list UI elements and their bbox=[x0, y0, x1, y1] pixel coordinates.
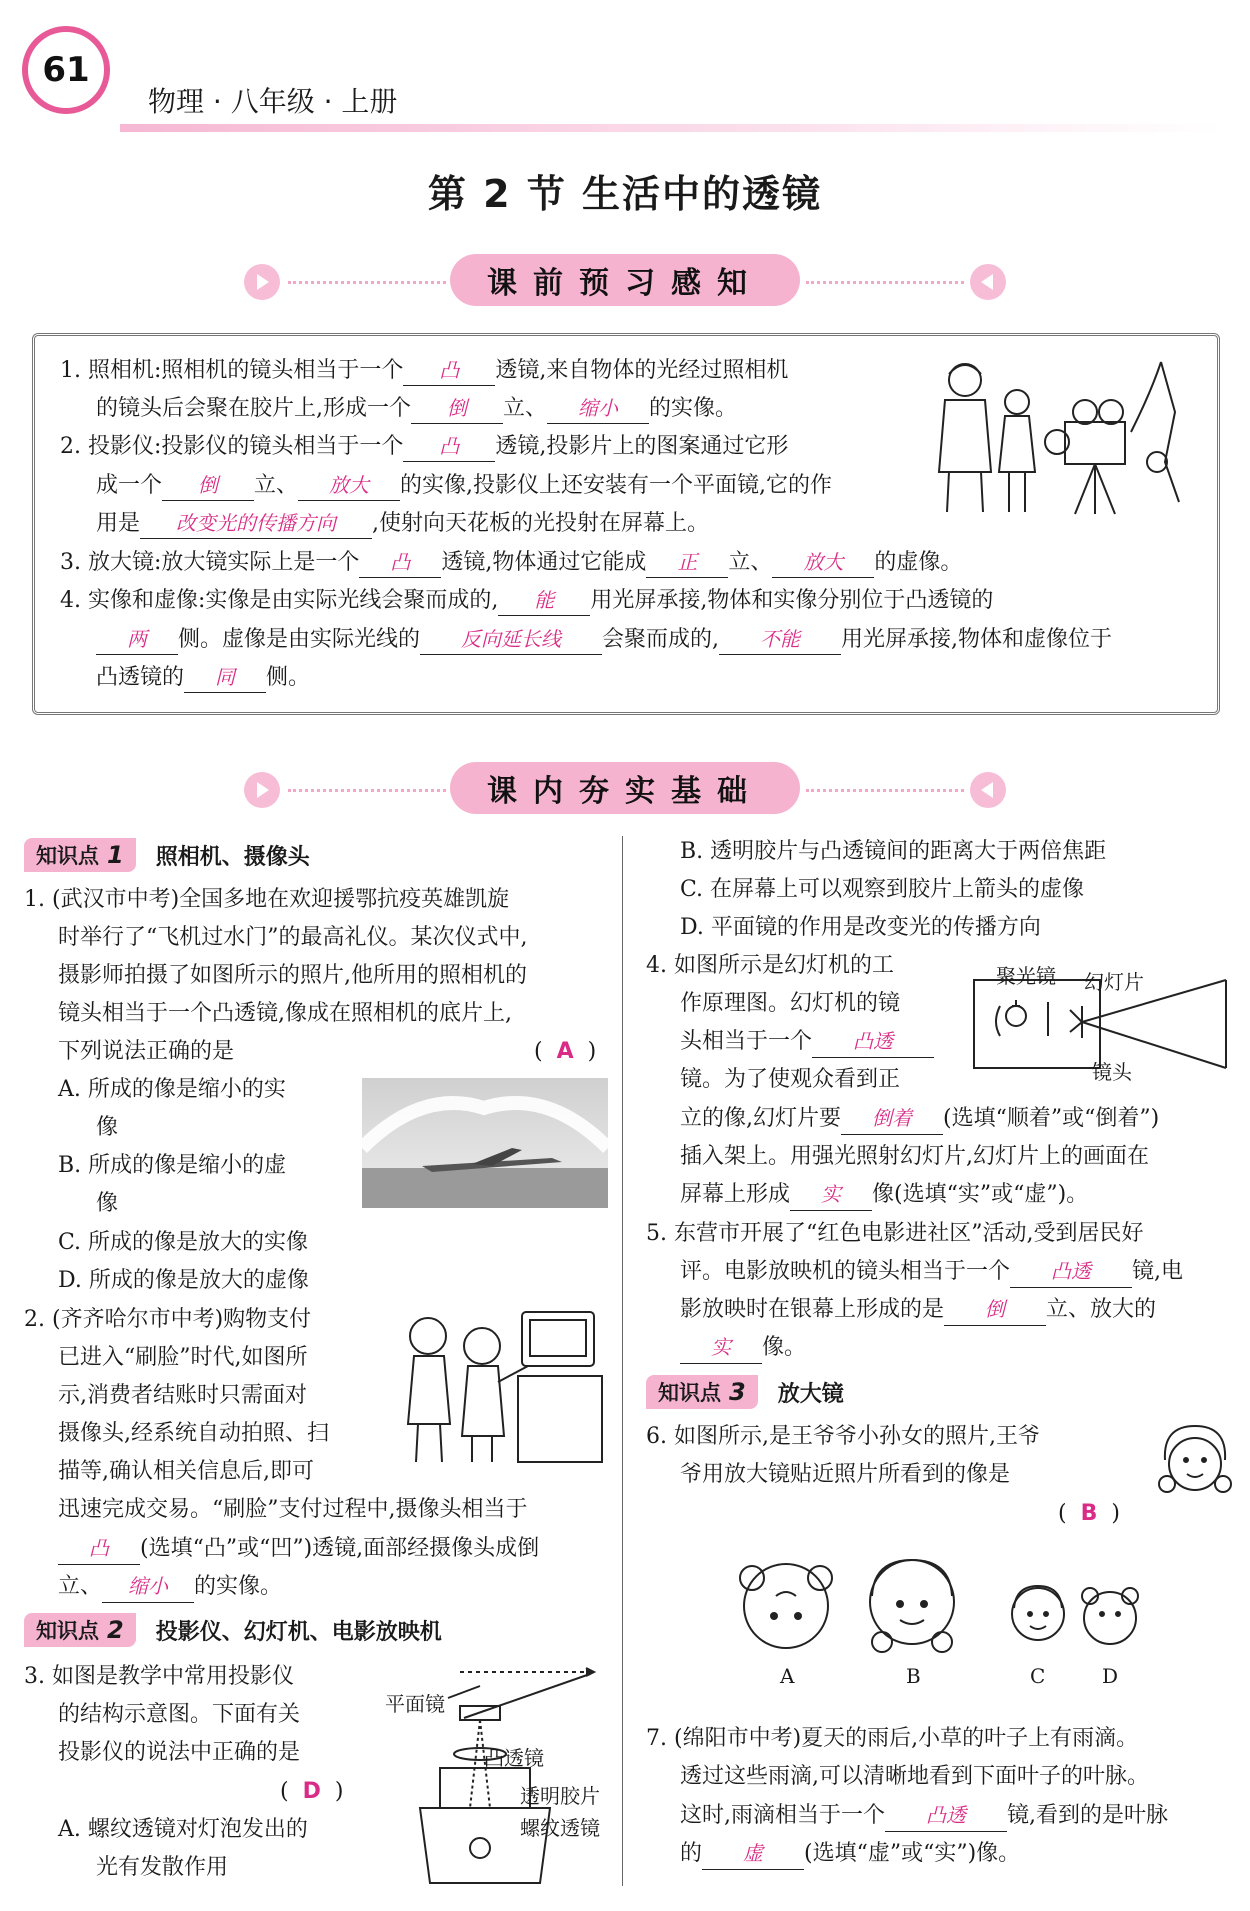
q3-option-d: D. 平面镜的作用是改变光的传播方向 bbox=[680, 915, 1041, 940]
q5-line: 影放映时在银幕上形成的是 倒 立、放大的 bbox=[680, 1294, 1156, 1326]
play-left-icon bbox=[970, 772, 1006, 808]
q4-line: 头相当于一个 凸透 bbox=[680, 1026, 934, 1058]
q1-answer: ( A ) bbox=[534, 1039, 597, 1064]
answer-blank: 凸透 bbox=[812, 1026, 934, 1058]
q1-line: 下列说法正确的是 bbox=[58, 1039, 235, 1064]
page-number-badge: 61 bbox=[22, 26, 110, 114]
q1-line: 1. (武汉市中考)全国多地在欢迎援鄂抗疫英雄凯旋 bbox=[24, 887, 510, 912]
projector-lens-label: 镜头 bbox=[1092, 1060, 1132, 1084]
answer-blank: 改变光的传播方向 bbox=[140, 508, 372, 539]
basics-banner-title: 课内夯实基础 bbox=[450, 762, 800, 814]
preview-q3-line: 3. 放大镜:放大镜实际上是一个 凸 透镜,物体通过它能成 正 立、 放大 的虚像。 bbox=[60, 547, 962, 578]
q1-line: 时举行了“飞机过水门”的最高礼仪。某次仪式中, bbox=[58, 925, 528, 950]
q1-option-a: A. 所成的像是缩小的实 bbox=[58, 1077, 286, 1102]
q3-option-a: A. 螺纹透镜对灯泡发出的 bbox=[58, 1817, 308, 1842]
q5-line: 实 像。 bbox=[680, 1332, 806, 1364]
answer-blank: 倒 bbox=[162, 470, 254, 501]
answer-blank: 实 bbox=[790, 1179, 872, 1211]
q3-line: 3. 如图是教学中常用投影仪 bbox=[24, 1664, 294, 1689]
knowledge-point-2: 知识点 2 投影仪、幻灯机、电影放映机 bbox=[24, 1613, 442, 1647]
option-label-d: D bbox=[1102, 1664, 1119, 1688]
preview-banner-title: 课前预习感知 bbox=[450, 254, 800, 306]
q4-line: 插入架上。用强光照射幻灯片,幻灯片上的画面在 bbox=[680, 1144, 1149, 1169]
answer-blank: 正 bbox=[646, 547, 728, 578]
answer-blank: 两 bbox=[96, 624, 178, 655]
q2-line-blank1: 凸 (选填“凸”或“凹”)透镜,面部经摄像头成倒 bbox=[58, 1533, 539, 1565]
knowledge-point-3: 知识点 3 放大镜 bbox=[646, 1375, 844, 1409]
answer-blank: 倒 bbox=[944, 1294, 1046, 1326]
preview-q2-line2: 成一个 倒 立、 放大 的实像,投影仪上还安装有一个平面镜,它的作 bbox=[96, 470, 832, 501]
answer-blank: 实 bbox=[680, 1332, 762, 1364]
camera-scientist-illustration bbox=[925, 352, 1195, 517]
answer-blank: 虚 bbox=[702, 1838, 804, 1870]
q3-line: 的结构示意图。下面有关 bbox=[58, 1702, 301, 1727]
q4-line: 作原理图。幻灯机的镜 bbox=[680, 991, 901, 1016]
preview-q4-line2: 两 侧。虚像是由实际光线的 反向延长线 会聚而成的, 不能 用光屏承接,物体和虚像位于 bbox=[96, 624, 1112, 655]
q3-option-a-cont: 光有发散作用 bbox=[96, 1855, 229, 1880]
q6-answer: ( B ) bbox=[1058, 1501, 1120, 1526]
airplane-water-salute-photo bbox=[362, 1078, 608, 1208]
q7-line: 的 虚 (选填“虚”或“实”)像。 bbox=[680, 1838, 1020, 1870]
q7-line: 7. (绵阳市中考)夏天的雨后,小草的叶子上有雨滴。 bbox=[646, 1726, 1139, 1751]
option-label-a: A bbox=[780, 1664, 795, 1688]
book-title: 物理 · 八年级 · 上册 bbox=[148, 85, 398, 118]
answer-blank: 凸透 bbox=[885, 1800, 1007, 1832]
answer-blank: 凸 bbox=[359, 547, 441, 578]
q6-line: 爷用放大镜贴近照片所看到的像是 bbox=[680, 1462, 1011, 1487]
q4-line: 立的像,幻灯片要 倒着 (选填“顺着”或“倒着”) bbox=[680, 1103, 1159, 1135]
header-rule bbox=[120, 124, 1220, 132]
preview-q4-line3: 凸透镜的 同 侧。 bbox=[96, 662, 310, 693]
q1-option-b: B. 所成的像是缩小的虚 bbox=[58, 1153, 287, 1178]
q6-line: 6. 如图所示,是王爷爷小孙女的照片,王爷 bbox=[646, 1424, 1040, 1449]
q2-line: 示,消费者结账时只需面对 bbox=[58, 1383, 307, 1408]
answer-blank: 不能 bbox=[719, 624, 841, 655]
q7-line: 透过这些雨滴,可以清晰地看到下面叶子的叶脉。 bbox=[680, 1764, 1149, 1789]
q3-option-b: B. 透明胶片与凸透镜间的距离大于两倍焦距 bbox=[680, 839, 1107, 864]
answer-blank: 倒 bbox=[411, 393, 503, 424]
slide-label: 幻灯片 bbox=[1084, 970, 1144, 994]
preview-q1-line2: 的镜头后会聚在胶片上,形成一个 倒 立、 缩小 的实像。 bbox=[96, 393, 737, 424]
mirror-label: 平面镜 bbox=[385, 1692, 445, 1716]
answer-blank: 凸 bbox=[403, 355, 495, 386]
preview-q2-line1: 2. 投影仪:投影仪的镜头相当于一个 凸 透镜,投影片上的图案通过它形 bbox=[60, 431, 788, 462]
q3-answer: ( D ) bbox=[280, 1779, 344, 1804]
q2-line-blank2: 立、 缩小 的实像。 bbox=[58, 1571, 282, 1603]
q2-line: 摄像头,经系统自动拍照、扫 bbox=[58, 1421, 329, 1446]
answer-blank: 缩小 bbox=[102, 1571, 194, 1603]
q2-line: 2. (齐齐哈尔市中考)购物支付 bbox=[24, 1307, 312, 1332]
slide-label: 透明胶片 bbox=[520, 1784, 600, 1808]
q5-line: 5. 东营市开展了“红色电影进社区”活动,受到居民好 bbox=[646, 1221, 1144, 1246]
play-right-icon bbox=[244, 264, 280, 300]
knowledge-point-1: 知识点 1 照相机、摄像头 bbox=[24, 838, 310, 872]
answer-blank: 倒着 bbox=[841, 1103, 943, 1135]
girl-photo-illustration bbox=[1155, 1420, 1235, 1500]
answer-blank: 凸透 bbox=[1010, 1256, 1132, 1288]
option-label-b: B bbox=[906, 1664, 921, 1688]
play-left-icon bbox=[970, 264, 1006, 300]
basics-banner bbox=[0, 760, 1250, 820]
q1-option-d: D. 所成的像是放大的虚像 bbox=[58, 1268, 309, 1293]
answer-blank: 凸 bbox=[403, 431, 495, 462]
q3-option-c: C. 在屏幕上可以观察到胶片上箭头的虚像 bbox=[680, 877, 1085, 902]
q6-option-faces bbox=[734, 1548, 1144, 1658]
q4-line: 镜。为了使观众看到正 bbox=[680, 1067, 901, 1092]
convex-lens-label: 凸透镜 bbox=[484, 1746, 544, 1770]
q2-line: 迅速完成交易。“刷脸”支付过程中,摄像头相当于 bbox=[58, 1497, 528, 1522]
condenser-label: 聚光镜 bbox=[996, 964, 1056, 988]
play-right-icon bbox=[244, 772, 280, 808]
preview-q4-line1: 4. 实像和虚像:实像是由实际光线会聚而成的, 能 用光屏承接,物体和实像分别位于凸透镜的 bbox=[60, 585, 993, 616]
preview-q1-line1: 1. 照相机:照相机的镜头相当于一个 凸 透镜,来自物体的光经过照相机 bbox=[60, 355, 788, 386]
preview-q2-line3: 用是 改变光的传播方向 ,使射向天花板的光投射在屏幕上。 bbox=[96, 508, 709, 539]
q7-line: 这时,雨滴相当于一个 凸透 镜,看到的是叶脉 bbox=[680, 1800, 1168, 1832]
answer-blank: 放大 bbox=[298, 470, 400, 501]
q3-line: 投影仪的说法中正确的是 bbox=[58, 1740, 301, 1765]
section-title: 第 2 节 生活中的透镜 bbox=[427, 172, 823, 216]
q4-line: 4. 如图所示是幻灯机的工 bbox=[646, 953, 894, 978]
answer-blank: 能 bbox=[498, 585, 590, 616]
q1-line: 摄影师拍摄了如图所示的照片,他所用的照相机的 bbox=[58, 963, 527, 988]
answer-blank: 缩小 bbox=[547, 393, 649, 424]
q4-line: 屏幕上形成 实 像(选填“实”或“虚”)。 bbox=[680, 1179, 1088, 1211]
answer-blank: 凸 bbox=[58, 1533, 140, 1565]
option-label-c: C bbox=[1030, 1664, 1046, 1688]
q1-option-c: C. 所成的像是放大的实像 bbox=[58, 1230, 309, 1255]
q5-line: 评。电影放映机的镜头相当于一个 凸透 镜,电 bbox=[680, 1256, 1183, 1288]
answer-blank: 放大 bbox=[772, 547, 874, 578]
answer-blank: 反向延长线 bbox=[420, 624, 602, 655]
q1-line: 镜头相当于一个凸透镜,像成在照相机的底片上, bbox=[58, 1001, 512, 1026]
face-payment-illustration bbox=[392, 1306, 610, 1466]
q1-option-a-cont: 像 bbox=[96, 1115, 119, 1140]
q2-line: 已进入“刷脸”时代,如图所 bbox=[58, 1345, 308, 1370]
q2-line: 描等,确认相关信息后,即可 bbox=[58, 1459, 314, 1484]
preview-banner bbox=[0, 252, 1250, 312]
column-divider bbox=[622, 836, 623, 1886]
q1-option-b-cont: 像 bbox=[96, 1191, 119, 1216]
answer-blank: 同 bbox=[184, 662, 266, 693]
fresnel-lens-label: 螺纹透镜 bbox=[520, 1816, 600, 1840]
